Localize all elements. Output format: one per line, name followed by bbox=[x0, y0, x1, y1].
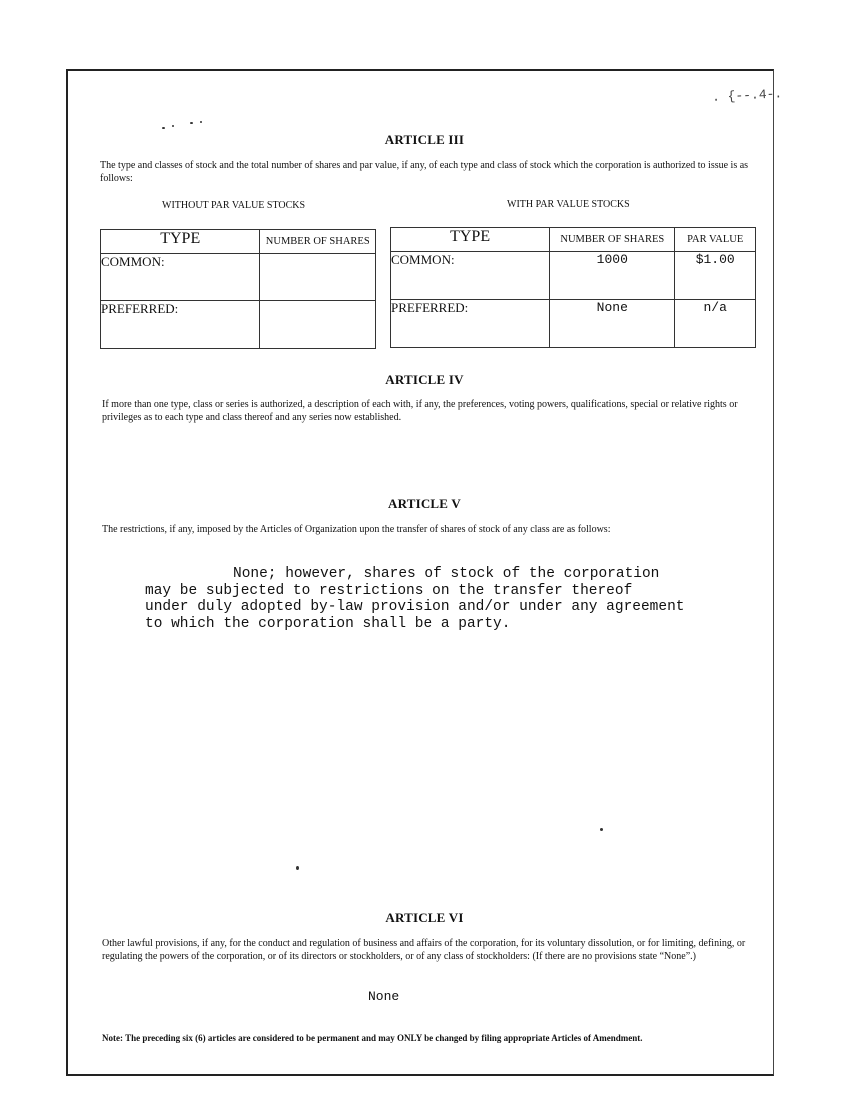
row-preferred-type: PREFERRED: bbox=[391, 300, 550, 348]
row-preferred-type: PREFERRED: bbox=[101, 301, 260, 349]
amendment-note: Note: The preceding six (6) articles are considered to be permanent and may ONLY be changed by filing appropriate Articles of Amendment. bbox=[102, 1033, 643, 1043]
article-6-text: Other lawful provisions, if any, for the conduct and regulation of business and affairs of the corporation, for its voluntary dissolution, or for limiting, defining, or regulating the powers of the corporation, or of its directors or stockholders, or of any class of stockholders: (If there are no provisions state “None”.) bbox=[102, 938, 746, 962]
row-common-par[interactable]: $1.00 bbox=[675, 252, 756, 300]
header-par-value: PAR VALUE bbox=[675, 228, 756, 252]
article-6-typed-value: None bbox=[368, 989, 400, 1004]
header-type: TYPE bbox=[101, 230, 260, 254]
row-preferred-shares[interactable] bbox=[260, 301, 376, 349]
article-4-title: ARTICLE IV bbox=[385, 372, 464, 387]
row-common-shares[interactable] bbox=[260, 254, 376, 301]
without-par-heading: WITHOUT PAR VALUE STOCKS bbox=[162, 200, 306, 211]
header-number-of-shares: NUMBER OF SHARES bbox=[260, 230, 376, 254]
with-par-table bbox=[390, 227, 756, 348]
row-common-type: COMMON: bbox=[391, 252, 550, 300]
speck bbox=[190, 122, 193, 124]
article-4-text: If more than one type, class or series is authorized, a description of each with, if any, the preferences, voting powers, qualifications, special or relative rights or privileges as to each type and class thereof and any series now established. bbox=[102, 399, 738, 423]
speck bbox=[600, 828, 603, 831]
article-5-typed-line-1: None; however, shares of stock of the corporation bbox=[233, 566, 660, 582]
speck bbox=[200, 121, 202, 123]
row-common-type: COMMON: bbox=[101, 254, 260, 301]
article-5-typed-line-4: to which the corporation shall be a party. bbox=[145, 616, 511, 632]
speck bbox=[296, 866, 299, 870]
article-6-title: ARTICLE VI bbox=[385, 910, 464, 925]
scan-mark: . {--.4-. bbox=[711, 86, 783, 105]
row-common-shares[interactable]: 1000 bbox=[550, 252, 675, 300]
row-preferred-shares[interactable]: None bbox=[550, 300, 675, 348]
article-5-title: ARTICLE V bbox=[388, 496, 461, 511]
article-5-typed-line-3: under duly adopted by-law provision and/or under any agreement bbox=[145, 599, 685, 615]
header-number-of-shares: NUMBER OF SHARES bbox=[550, 228, 675, 252]
article-3-text: The type and classes of stock and the total number of shares and par value, if any, of each type and class of stock which the corporation is authorized to issue is as follows: bbox=[100, 160, 749, 184]
without-par-table bbox=[100, 229, 376, 349]
with-par-heading: WITH PAR VALUE STOCKS bbox=[507, 199, 630, 210]
article-3-title: ARTICLE III bbox=[384, 132, 465, 147]
article-5-typed-line-2: may be subjected to restrictions on the transfer thereof bbox=[145, 583, 633, 599]
row-preferred-par[interactable]: n/a bbox=[675, 300, 756, 348]
article-5-text: The restrictions, if any, imposed by the Articles of Organization upon the transfer of shares of stock of any class are as follows: bbox=[102, 524, 611, 535]
speck bbox=[172, 125, 174, 127]
speck bbox=[162, 127, 165, 129]
header-type: TYPE bbox=[391, 228, 550, 252]
